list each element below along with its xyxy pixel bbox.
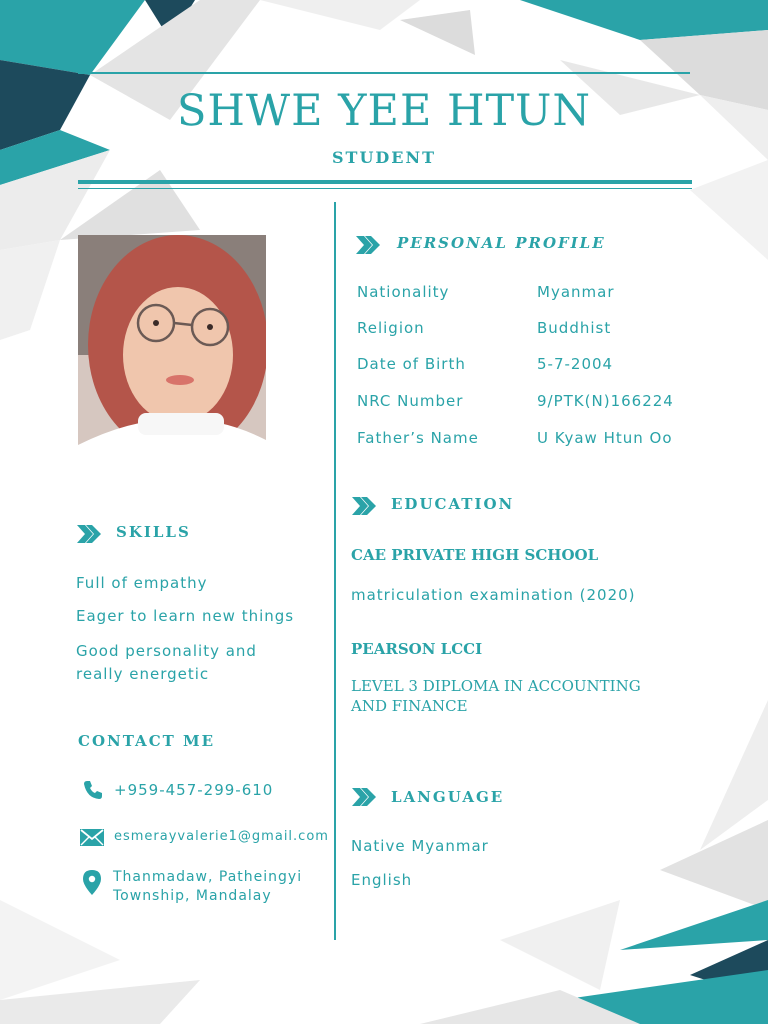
double-chevron-icon — [352, 497, 378, 515]
skill-item-1: Full of empathy — [76, 574, 208, 592]
header-bottom-rule-thick — [78, 180, 692, 184]
skills-title: SKILLS — [116, 523, 191, 541]
contact-address-line2: Township, Mandalay — [113, 888, 272, 904]
education-school-1: CAE PRIVATE HIGH SCHOOL — [351, 546, 599, 564]
profile-value-dob: 5-7-2004 — [537, 355, 614, 373]
education-detail-1: matriculation examination (2020) — [351, 586, 636, 604]
location-pin-icon — [83, 870, 101, 895]
person-name: SHWE YEE HTUN — [176, 86, 592, 136]
double-chevron-icon — [352, 788, 378, 806]
person-role: STUDENT — [331, 148, 436, 167]
education-title: EDUCATION — [391, 495, 515, 513]
skill-item-3-line2: really energetic — [76, 665, 210, 683]
profile-value-religion: Buddhist — [537, 319, 612, 337]
profile-value-nationality: Myanmar — [537, 283, 615, 301]
education-school-2: PEARSON LCCI — [351, 640, 483, 658]
profile-value-nrc: 9/PTK(N)166224 — [537, 392, 674, 410]
profile-label-father: Father’s Name — [357, 429, 479, 447]
double-chevron-icon — [77, 525, 103, 543]
double-chevron-icon — [356, 236, 382, 254]
profile-photo — [78, 235, 266, 475]
skill-item-3-line1: Good personality and — [76, 642, 257, 660]
contact-title: CONTACT ME — [78, 732, 216, 750]
profile-label-nrc: NRC Number — [357, 392, 464, 410]
language-item-2: English — [351, 871, 413, 889]
contact-address-line1: Thanmadaw, Patheingyi — [113, 869, 303, 885]
personal-profile-title: PERSONAL PROFILE — [397, 234, 606, 252]
header-bottom-rule-thin — [78, 188, 692, 189]
profile-label-nationality: Nationality — [357, 283, 450, 301]
education-detail-2-line2: AND FINANCE — [351, 697, 468, 715]
profile-label-dob: Date of Birth — [357, 355, 466, 373]
column-divider — [334, 202, 336, 940]
contact-email[interactable]: esmerayvalerie1@gmail.com — [114, 829, 329, 844]
profile-value-father: U Kyaw Htun Oo — [537, 429, 673, 447]
contact-phone[interactable]: +959-457-299-610 — [114, 781, 274, 799]
header-top-rule — [78, 72, 690, 74]
skill-item-2: Eager to learn new things — [76, 607, 295, 625]
phone-icon — [83, 780, 103, 800]
envelope-icon — [80, 829, 104, 846]
education-detail-2-line1: LEVEL 3 DIPLOMA IN ACCOUNTING — [351, 677, 641, 695]
language-item-1: Native Myanmar — [351, 837, 489, 855]
language-title: LANGUAGE — [391, 788, 505, 806]
profile-label-religion: Religion — [357, 319, 425, 337]
